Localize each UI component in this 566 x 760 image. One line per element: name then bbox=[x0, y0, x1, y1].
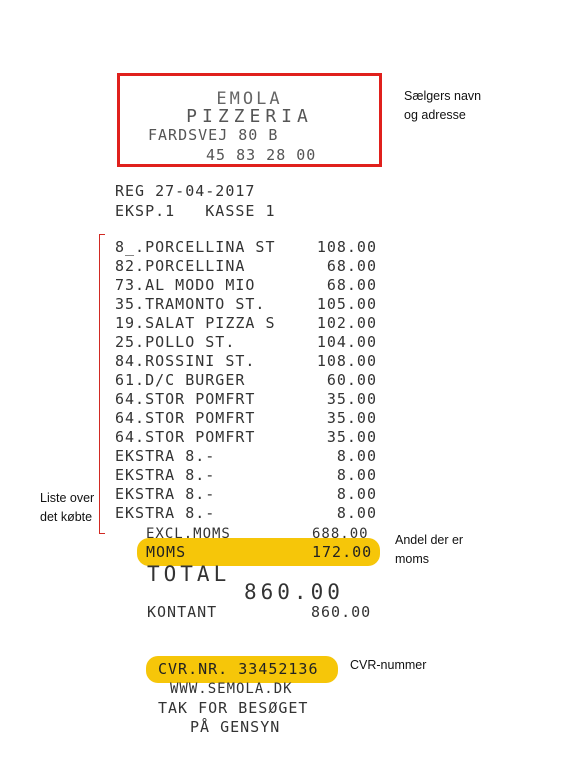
item-row bbox=[115, 428, 377, 447]
excl-moms-value: 688.00 bbox=[312, 526, 369, 542]
item-price: 102.00 bbox=[316, 314, 377, 332]
item-row bbox=[115, 238, 377, 257]
annotation-seller bbox=[404, 87, 481, 125]
item-price: 108.00 bbox=[316, 238, 377, 256]
item-name: 64.STOR POMFRT bbox=[115, 390, 256, 408]
item-name: EKSTRA 8.- bbox=[115, 485, 216, 503]
item-name: 35.TRAMONTO ST. bbox=[115, 295, 266, 313]
item-name: EKSTRA 8.- bbox=[115, 504, 216, 522]
item-price: 8.00 bbox=[336, 504, 377, 522]
item-name: 8_.PORCELLINA ST bbox=[115, 238, 276, 256]
item-name: 64.STOR POMFRT bbox=[115, 428, 256, 446]
item-price: 8.00 bbox=[336, 466, 377, 484]
item-price: 8.00 bbox=[336, 485, 377, 503]
kontant-value: 860.00 bbox=[311, 603, 372, 621]
item-name: 19.SALAT PIZZA S bbox=[115, 314, 276, 332]
total-label: TOTAL bbox=[147, 562, 231, 586]
cvr-number: CVR.NR. 33452136 bbox=[158, 660, 319, 678]
seller-name: EMOLA bbox=[216, 89, 283, 109]
item-row bbox=[115, 333, 377, 352]
item-list bbox=[115, 238, 377, 523]
item-name: 64.STOR POMFRT bbox=[115, 409, 256, 427]
seller-subtitle: PIZZERIA bbox=[186, 106, 313, 127]
item-row bbox=[115, 390, 377, 409]
website: WWW.SEMOLA.DK bbox=[170, 681, 293, 697]
item-row bbox=[115, 504, 377, 523]
item-price: 68.00 bbox=[326, 257, 377, 275]
item-row bbox=[115, 295, 377, 314]
goodbye-line: PÅ GENSYN bbox=[190, 718, 281, 736]
seller-phone: 45 83 28 00 bbox=[206, 146, 317, 164]
item-price: 60.00 bbox=[326, 371, 377, 389]
item-name: 84.ROSSINI ST. bbox=[115, 352, 256, 370]
items-bracket bbox=[99, 234, 105, 534]
annotation-seller-line1: Sælgers navn bbox=[404, 89, 482, 103]
item-row bbox=[115, 485, 377, 504]
item-name: EKSTRA 8.- bbox=[115, 447, 216, 465]
moms-label: MOMS bbox=[146, 543, 187, 561]
item-price: 35.00 bbox=[326, 409, 377, 427]
item-price: 105.00 bbox=[316, 295, 377, 313]
item-row bbox=[115, 276, 377, 295]
annotation-items-line2: det købte bbox=[40, 510, 93, 524]
thanks-line: TAK FOR BESØGET bbox=[158, 699, 309, 717]
annotation-cvr: CVR-nummer bbox=[350, 658, 427, 672]
item-row bbox=[115, 352, 377, 371]
item-row bbox=[115, 447, 377, 466]
item-row bbox=[115, 314, 377, 333]
moms-value: 172.00 bbox=[312, 543, 373, 561]
item-row bbox=[115, 257, 377, 276]
item-name: 82.PORCELLINA bbox=[115, 257, 246, 275]
item-price: 35.00 bbox=[326, 428, 377, 446]
annotation-items-line1: Liste over bbox=[40, 491, 95, 505]
kontant-label: KONTANT bbox=[147, 603, 218, 621]
seller-box bbox=[117, 73, 382, 167]
item-row bbox=[115, 466, 377, 485]
annotation-moms-line2: moms bbox=[395, 552, 430, 566]
annotation-items bbox=[40, 489, 94, 527]
annotation-moms bbox=[395, 531, 463, 569]
item-price: 68.00 bbox=[326, 276, 377, 294]
item-row bbox=[115, 409, 377, 428]
seller-address: FARDSVEJ 80 B bbox=[148, 126, 279, 144]
reg-date-line: REG 27-04-2017 bbox=[115, 182, 256, 200]
item-price: 104.00 bbox=[316, 333, 377, 351]
excl-moms-label: EXCL.MOMS bbox=[146, 526, 231, 542]
annotation-seller-line2: og adresse bbox=[404, 108, 466, 122]
item-price: 35.00 bbox=[326, 390, 377, 408]
eksp-kasse-line: EKSP.1 KASSE 1 bbox=[115, 202, 276, 220]
total-value: 860.00 bbox=[244, 580, 344, 604]
item-name: 25.POLLO ST. bbox=[115, 333, 236, 351]
item-price: 108.00 bbox=[316, 352, 377, 370]
item-name: EKSTRA 8.- bbox=[115, 466, 216, 484]
item-name: 73.AL MODO MIO bbox=[115, 276, 256, 294]
annotation-moms-line1: Andel der er bbox=[395, 533, 464, 547]
item-row bbox=[115, 371, 377, 390]
item-name: 61.D/C BURGER bbox=[115, 371, 246, 389]
item-price: 8.00 bbox=[336, 447, 377, 465]
